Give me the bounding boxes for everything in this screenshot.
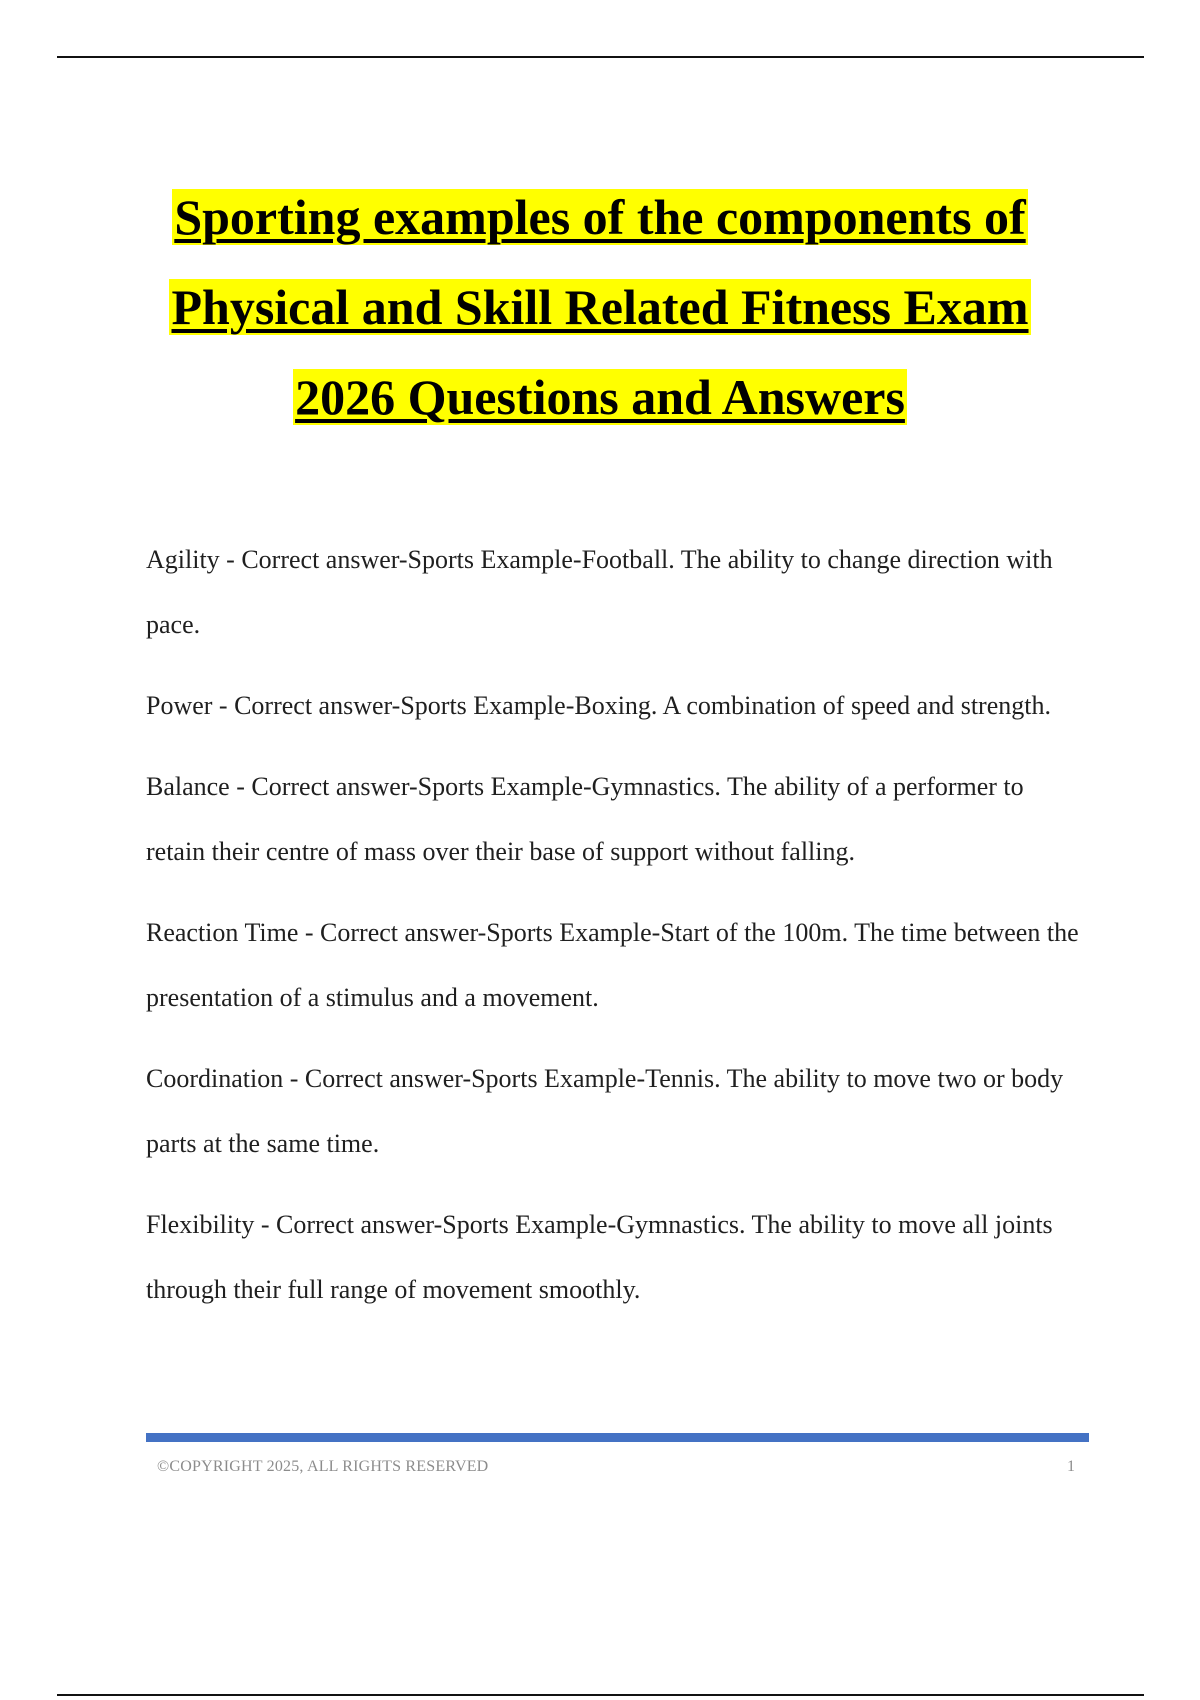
document-title	[100, 172, 1100, 442]
title-line-text: Sporting examples of the components of	[174, 189, 1026, 245]
page-number: 1	[1067, 1458, 1075, 1475]
footer-bar	[146, 1433, 1089, 1442]
qa-item: Agility - Correct answer-Sports Example-Football. The ability to change direction with pace.	[146, 545, 1053, 639]
qa-item: Power - Correct answer-Sports Example-Boxing. A combination of speed and strength.	[146, 691, 1051, 720]
top-rule	[57, 56, 1144, 58]
title-line-text: Physical and Skill Related Fitness Exam	[171, 279, 1029, 335]
title-line-text: 2026 Questions and Answers	[295, 369, 905, 425]
title-line	[100, 262, 1100, 352]
qa-list	[146, 527, 1086, 1338]
qa-item: Reaction Time - Correct answer-Sports Example-Start of the 100m. The time between the presentation of a stimulus and a movement.	[146, 918, 1079, 1012]
qa-item: Balance - Correct answer-Sports Example-Gymnastics. The ability of a performer to retain their centre of mass over their base of support without falling.	[146, 772, 1024, 866]
footer-copyright: ©COPYRIGHT 2025, ALL RIGHTS RESERVED	[157, 1458, 489, 1475]
bottom-rule	[57, 1694, 1144, 1696]
qa-item: Coordination - Correct answer-Sports Example-Tennis. The ability to move two or body parts at the same time.	[146, 1064, 1064, 1158]
title-line	[100, 352, 1100, 442]
qa-item: Flexibility - Correct answer-Sports Example-Gymnastics. The ability to move all joints through their full range of movement smoothly.	[146, 1210, 1053, 1304]
title-line	[100, 172, 1100, 262]
